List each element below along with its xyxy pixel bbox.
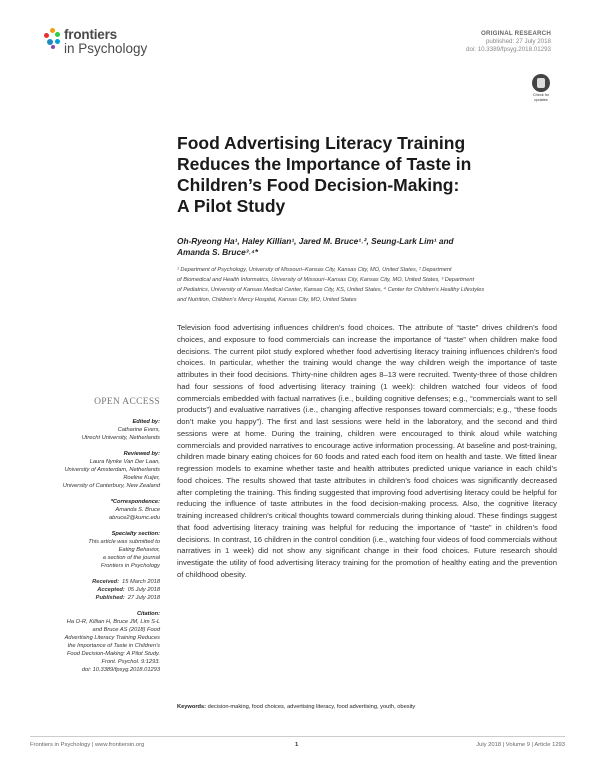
specialty-line: This article was submitted to: [88, 539, 160, 545]
reviewer-affiliation: University of Canterbury, New Zealand: [62, 483, 160, 489]
article-info-sidebar: [30, 418, 160, 674]
edited-by-label: Edited by:: [132, 419, 160, 425]
affiliation-line: of Biomedical and Health Informatics, University of Missouri–Kansas City, Kansas City, MO, United States, ³ Department: [177, 277, 474, 283]
received-row: [30, 578, 160, 586]
reviewer-affiliation: University of Amsterdam, Netherlands: [64, 467, 160, 473]
citation-line: Ha O-R, Killian H, Bruce JM, Lim S-L: [66, 619, 160, 625]
published-label: Published:: [95, 595, 125, 601]
published-row: [30, 594, 160, 602]
abstract-text: Television food advertising influences children’s food choices. The attribute of “taste” drives children’s food choices, and exposure to food commercials can increase the importance of “taste” when children make food decisions. The current pilot study explored whether food advertising literacy training influences children’s food choices. In particular, whether the training would change the way children weigh the importance of taste attributes in their food decisions. Thirty-nine children ages 8–13 were recruited. Twenty-three of those children had four sessions of food advertising literacy training (1 week): children watched four videos of food commercials embedded with factual narratives (i.e., building cognitive defenses; e.g., “commercials want to sell products”) and evaluative narratives (i.e., changing affective responses toward commercials; e.g., “these foods don’t make you happy”). The first and last sessions were held in the laboratory, and the second and third sessions were at home. During the training, children were encouraged to think aloud while watching commercials and provided narratives to encourage active information processing. At baseline and post-training, children made binary eating choices for 60 foods and rated each food item on health and taste. We fitted linear regression models to examine whether taste and health attributes predicted unique variance in each child’s food choices. The results showed that taste attributes in children’s food choices was significantly decreased after completing the training. This finding suggested that improving food advertising literacy could be helpful for reducing the influence of taste attributes in the food decision-making process. Also, the cognitive literacy training increased children’s critical thoughts toward commercials during thinking aloud. These findings suggest that food advertising literacy training was helpful for reducing the importance of “taste” in children’s food decisions. In contrast, 16 children in the control condition (i.e., watching four videos of food commercials without narratives in 1 week) did not show any significant change in their food choices. Future research should investigate the utility of food advertising literacy training for the promotion of healthy eating and the prevention of childhood obesity.: [177, 323, 557, 579]
keywords-label: Keywords:: [177, 704, 207, 710]
affiliation-line: of Pediatrics, University of Kansas Medical Center, Kansas City, KS, United States, ⁴ Center for Children’s Healthy Lifestyles: [177, 287, 485, 293]
citation-line: Advertising Literacy Training Reduces: [64, 635, 160, 641]
accepted-row: [30, 586, 160, 594]
citation-label: Citation:: [136, 611, 160, 617]
published-date: published: 27 July 2018: [485, 38, 551, 45]
title-line: Reduces the Importance of Taste in: [177, 154, 472, 174]
correspondence-name: Amanda S. Bruce: [115, 507, 160, 513]
affiliation-line: ¹ Department of Psychology, University of Missouri–Kansas City, Kansas City, MO, United States, ² Department: [177, 267, 452, 273]
crossmark-label-1: Check for: [532, 93, 550, 97]
title-line: Food Advertising Literacy Training: [177, 133, 466, 153]
author-list: [177, 236, 557, 258]
specialty-section-label: Specialty section:: [111, 531, 160, 537]
specialty-line: Frontiers in Psychology: [100, 563, 160, 569]
page-number: 1: [295, 742, 299, 748]
crossmark-icon: [532, 74, 550, 92]
authors-line: Oh-Ryeong Ha¹, Haley Killian¹, Jared M. Bruce¹˒², Seung-Lark Lim¹ and: [177, 236, 454, 246]
received-label: Received:: [92, 579, 120, 585]
citation-line: and Bruce AS (2018) Food: [92, 627, 160, 633]
paper-title: [177, 133, 557, 217]
open-access-label: OPEN ACCESS: [94, 397, 160, 407]
article-type: ORIGINAL RESEARCH: [481, 30, 551, 37]
citation-doi[interactable]: doi: 10.3389/fpsyg.2018.01293: [81, 667, 160, 673]
footer-journal-link[interactable]: Frontiers in Psychology | www.frontiersin.org: [30, 742, 145, 748]
reviewer-name: Laura Nynke Van Der Laan,: [89, 459, 160, 465]
editor-name: Catharine Evers,: [117, 427, 160, 433]
article-meta: [466, 30, 551, 54]
keywords: [177, 704, 557, 710]
footer-issue-info: July 2018 | Volume 9 | Article 1293: [476, 742, 565, 748]
correspondence-email[interactable]: abruce2@kumc.edu: [109, 515, 160, 521]
specialty-line: Eating Behavior,: [118, 547, 160, 553]
keywords-value: decision-making, food choices, advertising literacy, food advertising, youth, obesity: [207, 704, 416, 710]
published-date: 27 July 2018: [127, 595, 160, 601]
crossmark-label-2: updates: [534, 97, 548, 102]
frontiers-logo-icon: [44, 28, 62, 50]
citation-line: Food Decision-Making: A Pilot Study.: [66, 651, 160, 657]
authors-line: Amanda S. Bruce³˒⁴*: [177, 247, 258, 257]
editor-affiliation: Utrecht University, Netherlands: [81, 435, 160, 441]
footer-divider: [30, 736, 565, 737]
accepted-date: 05 July 2018: [127, 587, 160, 593]
journal-logo: [44, 26, 174, 66]
journal-name-line2: in Psychology: [64, 41, 148, 56]
citation-line: the Importance of Taste in Children’s: [67, 643, 160, 649]
affiliation-line: and Nutrition, Children’s Mercy Hospital, Kansas City, MO, United States: [177, 297, 357, 303]
specialty-line: a section of the journal: [102, 555, 160, 561]
reviewer-name: Roeline Kuijer,: [123, 475, 160, 481]
journal-name-line1: frontiers: [64, 27, 117, 42]
affiliations: [177, 265, 557, 305]
title-line: Children’s Food Decision-Making:: [177, 175, 460, 195]
correspondence-label: *Correspondence:: [110, 499, 160, 505]
crossmark-badge[interactable]: [531, 74, 551, 100]
citation-line: Front. Psychol. 9:1293.: [101, 659, 160, 665]
received-date: 15 March 2018: [122, 579, 160, 585]
reviewed-by-label: Reviewed by:: [123, 451, 160, 457]
doi[interactable]: doi: 10.3389/fpsyg.2018.01293: [466, 46, 551, 53]
accepted-label: Accepted:: [97, 587, 125, 593]
title-line: A Pilot Study: [177, 196, 286, 216]
